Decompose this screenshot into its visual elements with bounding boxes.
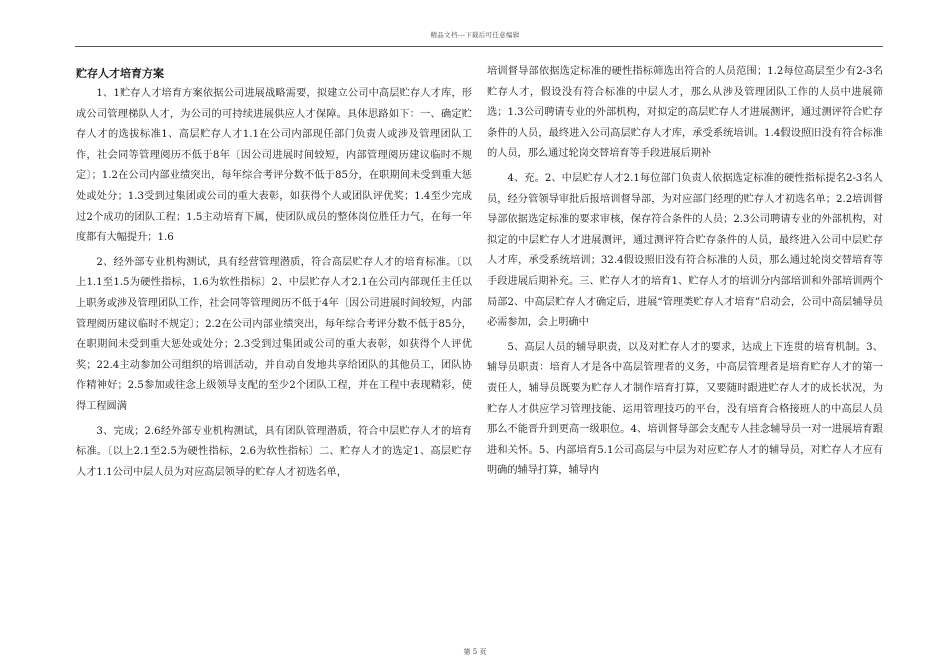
page-number: 第 5 页 — [463, 648, 487, 656]
header-divider — [75, 46, 883, 47]
left-paragraph-1: 1、1贮存人才培育方案依据公司进展战略需要，拟建立公司中高层贮存人才库，形成公司管理梯队人才，为公司的可持续进展供应人才保障。具体思路如下：一、确定贮存人才的选拔标准1、高层贮存人才1.1在公司内部现任部门负责人或涉及管理团队工作，社会同等管理阅历不低于8年〔因公司进展时间较短，内部管理阅历建议临时不规定〕；1.2在公司内部业绩突出，每年综合考评分数不低于85分，在职期间未受到重大惩处或处分；1.3受到过集团或公司的重大表彰，如获得个人或团队评优奖；1.4至少完成过2个成功的团队工程；1.5主动培育下属，使团队成员的整体岗位胜任力气，在每一年度都有大幅提升；1.6 — [76, 88, 472, 244]
left-column — [76, 62, 472, 487]
left-paragraph-3: 3、完成；2.6经外部专业机构测试，具有团队管理潜质，符合中层贮存人才的培育标准。〔以上2.1至2.5为硬性指标，2.6为软性指标〕二、贮存人才的选定1、高层贮存人才1.1公司中层人员为对应高层领导的贮存人才初选名单， — [76, 425, 472, 478]
right-paragraph-3: 5、高层人员的辅导职责，以及对贮存人才的要求，达成上下连贯的培育机制。3、辅导员职责：培育人才是各中高层管理者的义务，中高层管理者是培育贮存人才的第一责任人，辅导员既要为贮存人才制作培育打算，又要随时跟进贮存人才的成长状况，为贮存人才供应学习管理技能、运用管理技巧的平台，没有培育合格接班人的中高层人员那么不能晋升到更高一级职位。4、培训督导部会支配专人挂念辅导员一对一进展培育跟进和关怀。5、内部培育5.1公司高层与中层为对应贮存人才的辅导员，对贮存人才应有明确的辅导打算，辅导内 — [487, 341, 883, 477]
document-title: 贮存人才培育方案 — [76, 67, 164, 80]
left-paragraph-2: 2、经外部专业机构测试，具有经营管理潜质，符合高层贮存人才的培育标准。〔以上1.1至1.5为硬性指标，1.6为软性指标〕2、中层贮存人才2.1在公司内部现任主任以上职务或涉及管理团队工作，社会同等管理阅历不低于4年〔因公司进展时间较短，内部管理阅历建议临时不规定〕；2.2在公司内部业绩突出，每年综合考评分数不低于85分，在职期间未受到重大惩处或处分；2.3受到过集团或公司的重大表彰，如获得个人评优奖；22.4主动参加公司组织的培训活动，并自动自发地共享给团队的其他员工，团队协作精神好；2.5参加或往念上级领导支配的至少2个团队工程，并在工程中表现精彩，使得工程圆满 — [76, 256, 472, 412]
page-header: 精品文档---下载后可任意编辑 — [430, 31, 520, 39]
right-paragraph-1: 培训督导部依据选定标准的硬性指标筛选出符合的人员范围；1.2每位高层至少有2-3名贮存人才，假设没有符合标准的中层人才，那么从涉及管理团队工作的人员中进展筛选；1.3公司聘请专业的外部机构，对拟定的高层贮存人才进展测评，通过测评符合贮存条件的人员，最终进入公司高层贮存人才库，承受系统培训。1.4假设照旧没有符合标准的人员，那么通过轮岗交替培育等手段进展后期补 — [487, 66, 883, 160]
right-paragraph-2: 4、充。2、中层贮存人才2.1每位部门负责人依据选定标准的硬性指标提名2-3名人员，经分管领导审批后报培训督导部，为对应部门经理的贮存人才初选名单；2.2培训督导部依据选定标准的要求审核，保存符合条件的人员；2.3公司聘请专业的外部机构，对拟定的中层贮存人才进展测评，通过测评符合贮存条件的人员，最终进入公司中层贮存人才库，承受系统培训；32.4假设照旧没有符合标准的人员，那么通过轮岗交替培育等手段进展后期补充。三、贮存人才的培育1、贮存人才的培训分内部培训和外部培训两个局部2、中高层贮存人才确定后，进展“管理类贮存人才培育”启动会，公司中高层辅导员必需参加，会上明确中 — [487, 172, 883, 329]
right-column — [487, 62, 883, 486]
